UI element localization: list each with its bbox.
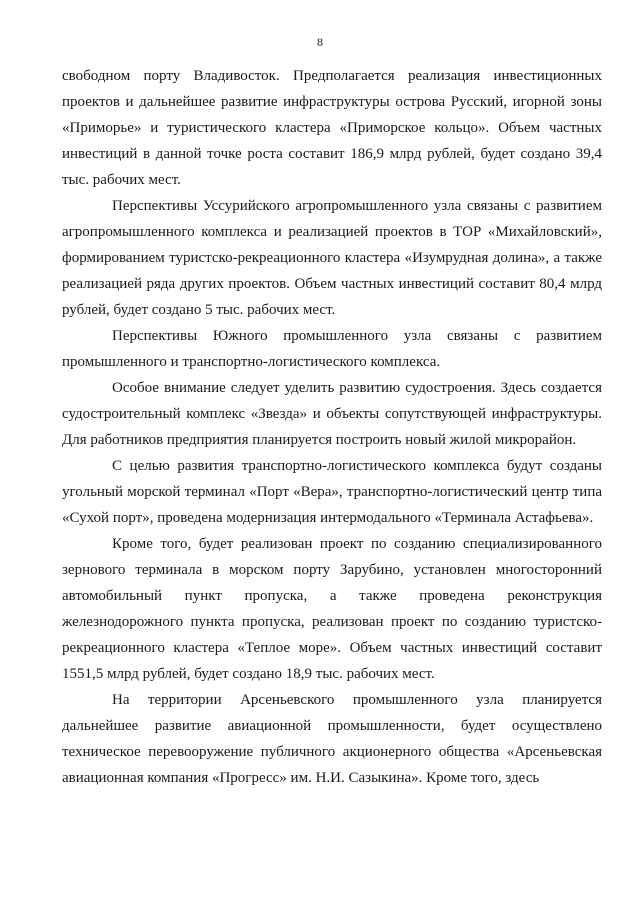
document-body bbox=[62, 63, 602, 791]
paragraph-transport-logistics: С целью развития транспортно-логистического комплекса будут созданы угольный морской терминал «Порт «Вера», транспортно-логистический центр типа «Сухой порт», проведена модернизация интермодального «Терминала Астафьева». bbox=[62, 458, 602, 526]
page-number: 8 bbox=[317, 35, 323, 49]
paragraph-ussuriysk: Перспективы Уссурийского агропромышленного узла связаны с развитием агропромышленного комплекса и реализацией проектов в ТОР «Михайловский», формированием туристско-рекреационного кластера «Изумрудная долина», а также реализацией ряда других проектов. Объем частных инвестиций составит 80,4 млрд рублей, будет создано 5 тыс. рабочих мест. bbox=[62, 198, 602, 318]
paragraph-arsenyev: На территории Арсеньевского промышленного узла планируется дальнейшее развитие авиационной промышленности, будет осуществлено техническое перевооружение публичного акционерного общества «Арсеньевская авиационная компания «Прогресс» им. Н.И. Сазыкина». Кроме того, здесь bbox=[62, 692, 602, 786]
paragraph-shipbuilding: Особое внимание следует уделить развитию судостроения. Здесь создается судостроительный комплекс «Звезда» и объекты сопутствующей инфраструктуры. Для работников предприятия планируется построить новый жилой микрорайон. bbox=[62, 380, 602, 448]
paragraph-zarubino: Кроме того, будет реализован проект по созданию специализированного зернового терминала в морском порту Зарубино, установлен многосторонний автомобильный пункт пропуска, а также проведена реконструкция железнодорожного пункта пропуска, реализован проект по созданию туристско-рекреационного кластера «Теплое море». Объем частных инвестиций составит 1551,5 млрд рублей, будет создано 18,9 тыс. рабочих мест. bbox=[62, 536, 602, 682]
paragraph-continued: свободном порту Владивосток. Предполагается реализация инвестиционных проектов и дальнейшее развитие инфраструктуры острова Русский, игорной зоны «Приморье» и туристического кластера «Приморское кольцо». Объем частных инвестиций в данной точке роста составит 186,9 млрд рублей, будет создано 39,4 тыс. рабочих мест. bbox=[62, 68, 602, 188]
paragraph-southern-node: Перспективы Южного промышленного узла связаны с развитием промышленного и транспортно-логистического комплекса. bbox=[62, 328, 602, 370]
